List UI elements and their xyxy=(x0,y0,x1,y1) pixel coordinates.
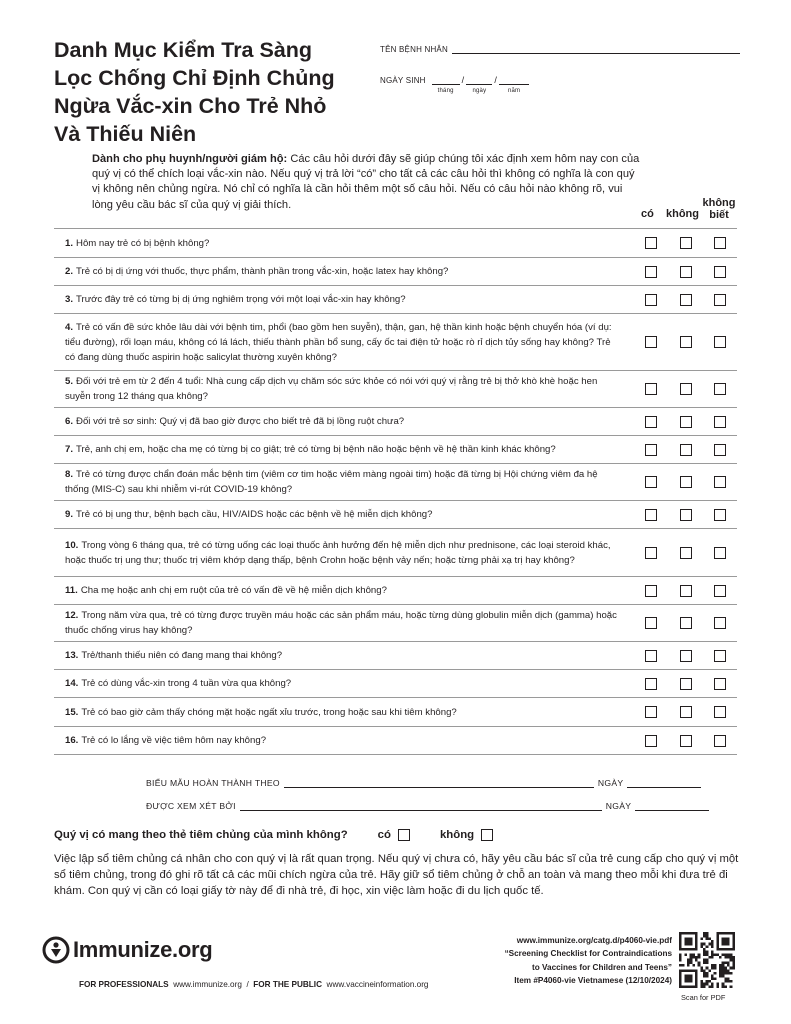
patient-name-label: TÊN BỆNH NHÂN xyxy=(380,45,448,54)
question-text xyxy=(65,583,387,598)
question-label: Trong vòng 6 tháng qua, trẻ có từng uống các loại thuốc ảnh hưởng đến hệ miễn dịch như prednisone, các loại steroid khác, hoặc thuốc trị ung thư; thuốc trị viêm khớp dạng thấp, bệnh Crohn hoặc bệnh vảy nến; hoặc từng phải xạ trị hay không? xyxy=(65,539,611,566)
column-no: không xyxy=(666,208,699,220)
column-unknown: không biết xyxy=(702,197,736,221)
answer-no-checkbox[interactable] xyxy=(680,416,692,428)
intro-text: Dành cho phụ huynh/người giám hộ: Các câu hỏi dưới đây sẽ giúp chúng tôi xác định xem hôm nay con của quý vị có thể chích loại vắc-xin nào. Nếu quý vị trả lời “có” cho tất cả các câu hỏi thì không có nghĩa là con quý vị không nên chủng ngừa. Nó chỉ có nghĩa là cần hỏi thêm một số câu hỏi. Nếu có câu hỏi nào không rõ, vui lòng yêu cầu bác sĩ của quý vị giải thích. xyxy=(92,153,640,211)
question-label: Trẻ có vấn đề sức khỏe lâu dài với bệnh tim, phổi (bao gồm hen suyễn), thận, gan, hệ thần kinh hoặc bệnh chuyển hóa (ví dụ: tiểu đường), rối loạn máu, không có lá lách, thiếu thành phần bổ sung, cấy ốc tai điện tử hoặc rò rỉ dịch tủy sống hay không? Trẻ có đang dùng thuốc aspirin hoặc salicylat thường xuyên không? xyxy=(65,321,612,363)
question-number: 7. xyxy=(65,444,74,455)
pro-link[interactable]: www.immunize.org xyxy=(173,980,242,989)
dob-month-field[interactable]: tháng xyxy=(432,75,460,85)
question-row xyxy=(54,314,737,371)
question-label: Trẻ/thanh thiếu niên có đang mang thai không? xyxy=(81,650,283,661)
answer-yes-checkbox[interactable] xyxy=(645,383,657,395)
completed-date-field[interactable] xyxy=(627,779,701,788)
question-number: 10. xyxy=(65,539,79,551)
immunize-logo-icon xyxy=(42,936,70,964)
question-row xyxy=(54,371,737,408)
answer-unknown-checkbox[interactable] xyxy=(714,237,726,249)
question-row xyxy=(54,464,737,501)
bring-card-question: Quý vị có mang theo thẻ tiêm chủng của mình không? có không xyxy=(54,829,493,841)
answer-unknown-checkbox[interactable] xyxy=(714,509,726,521)
question-number: 14. xyxy=(65,678,79,689)
question-label: Đối với trẻ em từ 2 đến 4 tuổi: Nhà cung cấp dịch vụ chăm sóc sức khỏe có nói với quý vị rằng trẻ bị thở khò khè hoặc hen suyễn trong 12 tháng qua không? xyxy=(65,376,598,402)
completed-by-field[interactable] xyxy=(284,779,594,788)
question-text xyxy=(65,236,209,251)
public-link[interactable]: www.vaccineinformation.org xyxy=(326,980,429,989)
answer-no-checkbox[interactable] xyxy=(680,650,692,662)
question-row xyxy=(54,577,737,605)
answer-unknown-checkbox[interactable] xyxy=(714,706,726,718)
answer-unknown-checkbox[interactable] xyxy=(714,416,726,428)
dob-label: NGÀY SINH xyxy=(380,76,426,85)
bring-card-yes-checkbox[interactable] xyxy=(398,829,410,841)
answer-yes-checkbox[interactable] xyxy=(645,336,657,348)
question-row xyxy=(54,501,737,529)
scan-label: Scan for PDF xyxy=(681,993,726,1002)
answer-no-checkbox[interactable] xyxy=(680,547,692,559)
answer-unknown-checkbox[interactable] xyxy=(714,547,726,559)
question-text xyxy=(65,442,556,457)
answer-unknown-checkbox[interactable] xyxy=(714,678,726,690)
answer-unknown-checkbox[interactable] xyxy=(714,266,726,278)
question-label: Hôm nay trẻ có bị bệnh không? xyxy=(76,237,210,249)
answer-unknown-checkbox[interactable] xyxy=(714,735,726,747)
answer-yes-checkbox[interactable] xyxy=(645,416,657,428)
logo-text: Immunize.org xyxy=(73,937,213,962)
bring-card-no: không xyxy=(440,829,493,841)
answer-unknown-checkbox[interactable] xyxy=(714,476,726,488)
record-message: Việc lập sổ tiêm chủng cá nhân cho con quý vị là rất quan trọng. Nếu quý vị chưa có, hãy yêu cầu bác sĩ của trẻ cung cấp cho quý vị một sổ tiêm chủng, trong đó ghi rõ tất cả các mũi chích ngừa của trẻ. Hãy giữ sổ tiêm chủng ở chỗ an toàn và mang theo mỗi khi đưa trẻ đi khám. Con quý vị cần có loại giấy tờ này để đi nhà trẻ, đi học, xin việc làm hoặc đi du lịch quốc tế. xyxy=(54,853,739,897)
question-number: 3. xyxy=(65,294,74,305)
answer-no-checkbox[interactable] xyxy=(680,678,692,690)
answer-no-checkbox[interactable] xyxy=(680,444,692,456)
question-number: 13. xyxy=(65,650,79,661)
answer-unknown-checkbox[interactable] xyxy=(714,383,726,395)
question-number: 5. xyxy=(65,376,74,387)
question-number: 9. xyxy=(65,509,74,520)
question-row xyxy=(54,229,737,258)
question-text xyxy=(65,467,617,497)
answer-no-checkbox[interactable] xyxy=(680,585,692,597)
question-row xyxy=(54,436,737,464)
question-number: 4. xyxy=(65,321,74,333)
question-row xyxy=(54,408,737,436)
question-row xyxy=(54,642,737,670)
answer-unknown-checkbox[interactable] xyxy=(714,294,726,306)
patient-info: TÊN BỆNH NHÂN NGÀY SINH tháng / ngày / năm xyxy=(380,44,740,85)
question-row xyxy=(54,727,737,755)
question-text xyxy=(65,507,432,522)
question-text xyxy=(65,264,448,279)
question-row xyxy=(54,698,737,727)
question-text xyxy=(65,676,291,691)
answer-yes-checkbox[interactable] xyxy=(645,266,657,278)
question-text xyxy=(65,374,617,404)
question-number: 15. xyxy=(65,706,79,718)
question-label: Trong năm vừa qua, trẻ có từng được truyền máu hoặc các sản phẩm máu, hoặc từng dùng globulin miễn dịch (gamma) hoặc thuốc chống virus hay không? xyxy=(65,610,617,636)
answer-no-checkbox[interactable] xyxy=(680,383,692,395)
question-label: Trẻ có bị ung thư, bệnh bạch cầu, HIV/AIDS hoặc các bệnh về hệ miễn dịch không? xyxy=(76,509,433,520)
patient-name-field[interactable] xyxy=(452,44,740,54)
answer-yes-checkbox[interactable] xyxy=(645,617,657,629)
footer-links: FOR PROFESSIONALS www.immunize.org / FOR THE PUBLIC www.vaccineinformation.org xyxy=(79,980,429,989)
question-label: Cha mẹ hoặc anh chị em ruột của trẻ có vấn đề về hệ miễn dịch không? xyxy=(80,585,387,596)
answer-yes-checkbox[interactable] xyxy=(645,706,657,718)
question-number: 11. xyxy=(65,585,78,596)
answer-no-checkbox[interactable] xyxy=(680,476,692,488)
question-label: Trước đây trẻ có từng bị dị ứng nghiêm trọng với một loại vắc-xin hay không? xyxy=(76,294,406,305)
question-text xyxy=(65,292,406,307)
question-text xyxy=(65,538,617,568)
question-row xyxy=(54,529,737,577)
answer-yes-checkbox[interactable] xyxy=(645,294,657,306)
completed-by-row: BIỂU MẪU HOÀN THÀNH THEO NGÀY xyxy=(146,778,705,788)
question-number: 6. xyxy=(65,416,74,427)
question-label: Trẻ có từng được chẩn đoán mắc bệnh tim (viêm cơ tim hoặc viêm màng ngoài tim) hoặc đã từng bị Hội chứng viêm đa hệ thống (MIS-C) sau khi nhiễm vi-rút COVID-19 không? xyxy=(65,469,598,495)
question-label: Trẻ có lo lắng về việc tiêm hôm nay không? xyxy=(81,735,267,746)
question-label: Trẻ có bị dị ứng với thuốc, thực phẩm, thành phần trong vắc-xin, hoặc latex hay không? xyxy=(76,266,449,277)
question-text xyxy=(65,320,617,365)
answer-unknown-checkbox[interactable] xyxy=(714,650,726,662)
question-number: 16. xyxy=(65,735,79,746)
cite-url[interactable]: www.immunize.org/catg.d/p4060-vie.pdf xyxy=(516,936,672,945)
answer-no-checkbox[interactable] xyxy=(680,336,692,348)
answer-unknown-checkbox[interactable] xyxy=(714,617,726,629)
immunize-logo xyxy=(42,936,212,964)
answer-no-checkbox[interactable] xyxy=(680,706,692,718)
question-label: Trẻ có bao giờ cảm thấy chóng mặt hoặc ngất xỉu trước, trong hoặc sau khi tiêm không? xyxy=(81,706,457,718)
question-text xyxy=(65,733,266,748)
answer-yes-checkbox[interactable] xyxy=(645,509,657,521)
questions-table xyxy=(54,228,737,755)
dob-year-field[interactable]: năm xyxy=(499,75,529,85)
question-label: Đối với trẻ sơ sinh: Quý vị đã bao giờ được cho biết trẻ đã bị lồng ruột chưa? xyxy=(76,416,405,427)
question-text xyxy=(65,648,282,663)
answer-yes-checkbox[interactable] xyxy=(645,237,657,249)
reviewed-date-field[interactable] xyxy=(635,802,709,811)
dob-day-field[interactable]: ngày xyxy=(466,75,492,85)
bring-card-no-checkbox[interactable] xyxy=(481,829,493,841)
question-label: Trẻ có dùng vắc-xin trong 4 tuần vừa qua không? xyxy=(81,678,292,689)
answer-yes-checkbox[interactable] xyxy=(645,650,657,662)
answer-yes-checkbox[interactable] xyxy=(645,735,657,747)
question-row xyxy=(54,258,737,286)
answer-yes-checkbox[interactable] xyxy=(645,476,657,488)
page-title: Danh Mục Kiểm Tra Sàng Lọc Chống Chỉ Định Chủng Ngừa Vắc-xin Cho Trẻ Nhỏ Và Thiếu Niên xyxy=(54,38,335,146)
question-number: 1. xyxy=(65,237,74,249)
question-row xyxy=(54,605,737,642)
question-label: Trẻ, anh chị em, hoặc cha mẹ có từng bị co giật; trẻ có từng bị bệnh não hoặc bệnh về hệ thần kinh khác không? xyxy=(76,444,556,455)
column-yes: có xyxy=(641,208,654,220)
answer-unknown-checkbox[interactable] xyxy=(714,444,726,456)
answer-no-checkbox[interactable] xyxy=(680,509,692,521)
answer-no-checkbox[interactable] xyxy=(680,735,692,747)
answer-yes-checkbox[interactable] xyxy=(645,547,657,559)
question-row xyxy=(54,286,737,314)
answer-yes-checkbox[interactable] xyxy=(645,678,657,690)
reviewed-by-field[interactable] xyxy=(240,802,602,811)
answer-no-checkbox[interactable] xyxy=(680,266,692,278)
answer-unknown-checkbox[interactable] xyxy=(714,585,726,597)
answer-unknown-checkbox[interactable] xyxy=(714,336,726,348)
question-row xyxy=(54,670,737,698)
answer-no-checkbox[interactable] xyxy=(680,617,692,629)
question-text xyxy=(65,414,404,429)
question-text xyxy=(65,608,617,638)
question-number: 2. xyxy=(65,266,74,277)
bring-card-yes: có xyxy=(378,829,410,841)
citation: www.immunize.org/catg.d/p4060-vie.pdf “Screening Checklist for Contraindications to Vaccines for Children and Teens” Item #P4060-vie Vietnamese (12/10/2024) xyxy=(440,934,672,988)
reviewed-by-row: ĐƯỢC XEM XÉT BỞI NGÀY xyxy=(146,801,713,811)
qr-code-icon[interactable] xyxy=(679,932,735,988)
answer-no-checkbox[interactable] xyxy=(680,237,692,249)
answer-yes-checkbox[interactable] xyxy=(645,444,657,456)
question-number: 12. xyxy=(65,610,79,621)
question-text xyxy=(65,705,457,720)
question-number: 8. xyxy=(65,469,74,480)
answer-no-checkbox[interactable] xyxy=(680,294,692,306)
answer-yes-checkbox[interactable] xyxy=(645,585,657,597)
